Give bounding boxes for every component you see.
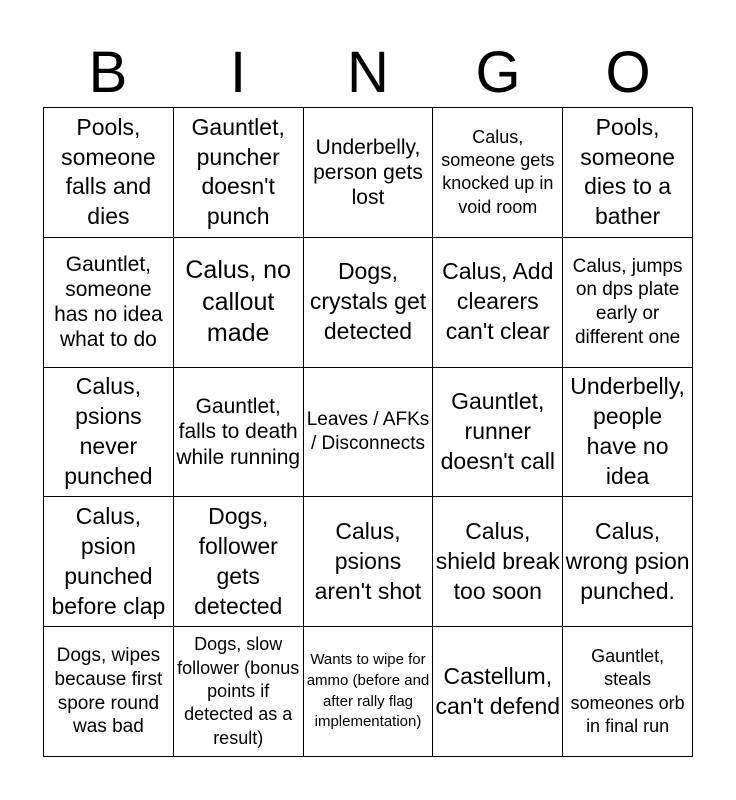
bingo-cell-text: Leaves / AFKs / Disconnects: [306, 409, 430, 454]
bingo-cell-text: Dogs, crystals get detected: [309, 258, 427, 345]
bingo-cell-r5c3[interactable]: [304, 627, 434, 757]
bingo-cell-r4c1[interactable]: [44, 497, 174, 627]
bingo-cell-r2c3[interactable]: [304, 238, 434, 368]
bingo-cell-text: Calus, psion punched before clap: [51, 503, 166, 619]
bingo-cell-text: Calus, Add clearers can't clear: [442, 258, 554, 345]
bingo-cell-text: Gauntlet, puncher doesn't punch: [191, 113, 285, 230]
bingo-cell-text: Castellum, can't defend: [435, 662, 561, 719]
bingo-header: [43, 38, 693, 108]
header-letter-b: B: [88, 40, 128, 105]
bingo-cell-r5c5[interactable]: [563, 627, 693, 757]
bingo-cell-text: Dogs, follower gets detected: [194, 503, 283, 619]
bingo-cell-r2c2[interactable]: [174, 238, 304, 368]
bingo-cell-r2c4[interactable]: [433, 238, 563, 368]
bingo-cell-r1c2[interactable]: [174, 108, 304, 238]
bingo-cell-r4c2[interactable]: [174, 497, 304, 627]
bingo-cell-text: Calus, psions never punched: [64, 373, 153, 489]
bingo-cell-r3c3[interactable]: [304, 368, 434, 498]
bingo-cell-r3c2[interactable]: [174, 368, 304, 498]
bingo-cell-text: Gauntlet, falls to death while running: [176, 395, 301, 469]
bingo-cell-r3c5[interactable]: [563, 368, 693, 498]
bingo-cell-text: Pools, someone falls and dies: [61, 113, 156, 230]
bingo-cell-r2c5[interactable]: [563, 238, 693, 368]
bingo-cell-text: Dogs, slow follower (bonus points if detected as a result): [177, 634, 300, 748]
bingo-cell-text: Gauntlet, steals someones orb in final run: [570, 645, 685, 736]
bingo-cell-r5c2[interactable]: [174, 627, 304, 757]
bingo-cell-r4c4[interactable]: [433, 497, 563, 627]
bingo-cell-r3c4[interactable]: [433, 368, 563, 498]
bingo-cell-text: Wants to wipe for ammo (before and after rally flag implementation): [306, 651, 430, 731]
header-letter-o: O: [605, 40, 651, 105]
bingo-cell-r5c4[interactable]: [433, 627, 563, 757]
bingo-cell-r1c5[interactable]: [563, 108, 693, 238]
bingo-cell-text: Dogs, wipes because first spore round was bad: [54, 645, 163, 738]
bingo-cell-r1c3[interactable]: [304, 108, 434, 238]
bingo-cell-r4c5[interactable]: [563, 497, 693, 627]
bingo-cell-text: Gauntlet, runner doesn't call: [440, 388, 555, 474]
header-letter-n: N: [347, 40, 389, 105]
bingo-cell-text: Underbelly, people have no idea: [570, 373, 685, 489]
bingo-cell-r4c3[interactable]: [304, 497, 434, 627]
bingo-cell-r3c1[interactable]: [44, 368, 174, 498]
bingo-cell-r1c4[interactable]: [433, 108, 563, 238]
header-letter-i: I: [229, 40, 247, 105]
header-letter-g: G: [475, 40, 521, 105]
bingo-cell-text: Pools, someone dies to a bather: [580, 113, 675, 230]
bingo-cell-r5c1[interactable]: [44, 627, 174, 757]
bingo-cell-text: Gauntlet, someone has no idea what to do: [54, 252, 163, 352]
bingo-cell-r2c1[interactable]: [44, 238, 174, 368]
bingo-cell-r1c1[interactable]: [44, 108, 174, 238]
bingo-cell-text: Calus, jumps on dps plate early or different one: [572, 255, 683, 348]
bingo-cell-text: Calus, no callout made: [185, 256, 291, 347]
bingo-cell-text: Calus, someone gets knocked up in void room: [441, 126, 555, 217]
bingo-cell-text: Calus, shield break too soon: [435, 517, 560, 604]
bingo-cell-text: Underbelly, person gets lost: [313, 135, 423, 209]
bingo-cell-text: Calus, psions aren't shot: [314, 517, 422, 604]
bingo-cell-text: Calus, wrong psion punched.: [565, 517, 690, 604]
bingo-board: [43, 107, 693, 757]
